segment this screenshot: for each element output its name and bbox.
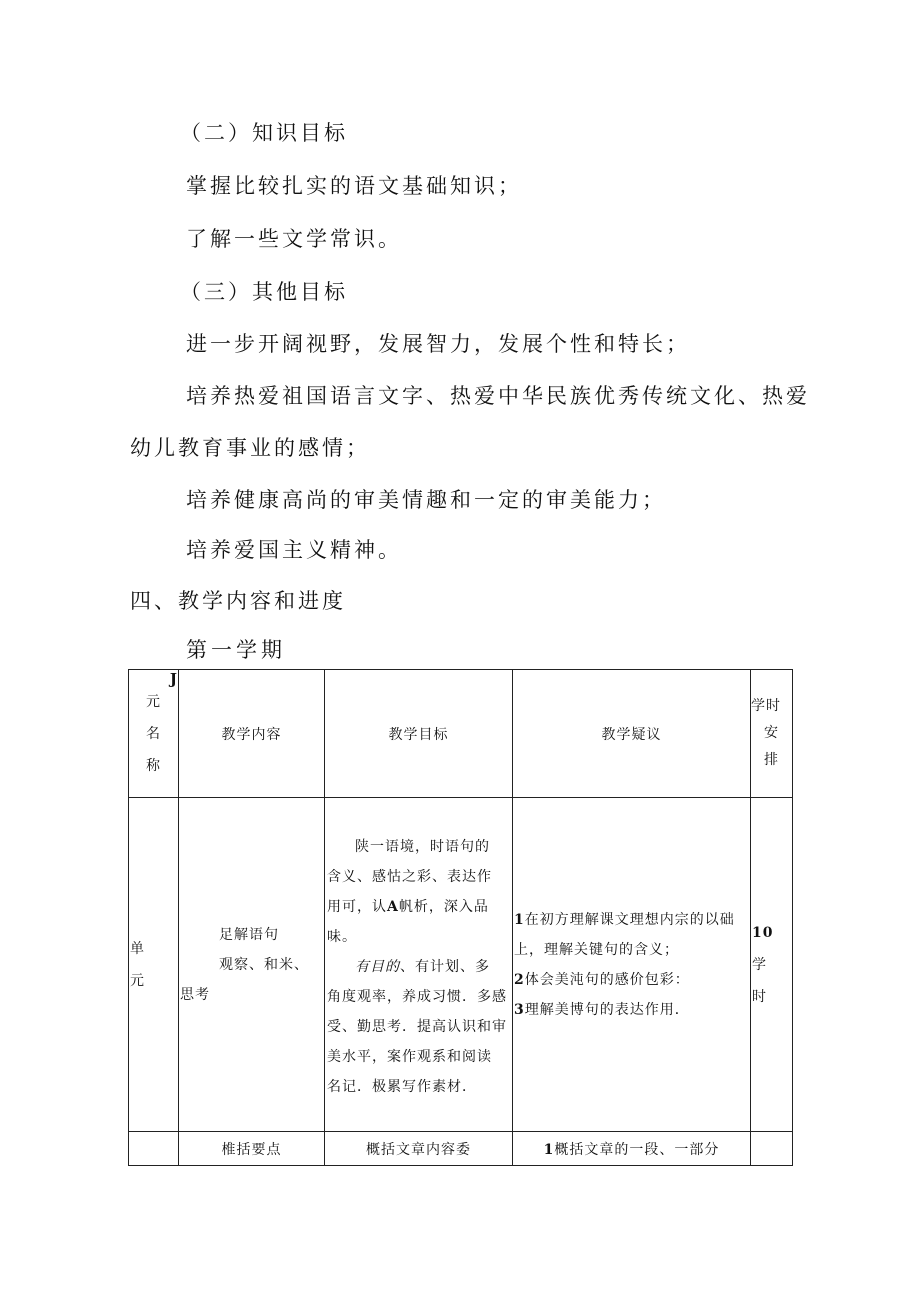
table-header-row [129,670,793,798]
body-line-9: 培养爱国主义精神。 [186,538,402,562]
suggestion-text: 体会美沌句的感价包彩： [524,971,690,988]
unit-mark: J [169,670,178,688]
content-cell: 椎括要点 [179,1132,325,1166]
goal-italic-text: 有目的 [355,958,400,975]
section-heading: 四、教学内容和进度 [130,589,346,613]
hours-header-char: 排 [764,752,779,768]
hours-number: 10 [752,924,774,941]
goal-text: 、有计划、多 [400,958,490,975]
body-line-5: 进一步开阔视野，发展智力，发展个性和特长； [186,332,690,356]
unit-cell [129,798,179,1132]
hours-header-char: 安 [764,725,779,741]
suggestion-cell [513,1132,751,1166]
hours-cell [751,798,793,1132]
body-line-2: 掌握比较扎实的语文基础知识； [186,174,522,198]
suggestion-text: 理解美博句的表达作用． [524,1001,690,1018]
content-line: 足解语句 [219,926,279,943]
unit-header-char: 名 [146,725,161,742]
goal-text: 帆析，深入品 [398,898,489,915]
suggestion-line [514,965,750,995]
content-header: 教学内容 [179,670,325,798]
goal-cell: 概括文章内容委 [325,1132,513,1166]
goal-line: 角度观率，养成习惯．多感 [327,988,507,1005]
hours-char: 时 [752,988,767,1005]
unit-name-header [129,670,179,798]
schedule-table [128,669,793,1166]
suggestion-number: 1 [514,911,525,928]
goal-text: 用可，认 [327,898,387,915]
goal-line: 陕一语境，时语句的 [355,838,490,855]
goal-line: 含义、感怙之彩、表达作 [327,868,492,885]
suggestion-cell [513,798,751,1132]
body-line-8: 培养健康高尚的审美情趣和一定的审美能力； [186,488,666,512]
unit-header-char: 元 [146,693,161,710]
table-row [129,1132,793,1166]
hours-cell [751,1132,793,1166]
goal-line: 受、勤思考．提高认识和审 [327,1018,507,1035]
suggestion-number: 2 [514,971,525,988]
content-line: 观察、和米、 [219,956,309,973]
suggestion-line [514,995,750,1025]
goal-bold-char: A [387,898,399,915]
content-line: 思考 [180,986,210,1003]
term-caption: 第一学期 [186,638,286,662]
suggestion-text: 概括文章的一段、一部分 [554,1141,720,1158]
body-line-6: 培养热爱祖国语言文字、热爱中华民族优秀传统文化、热爱 [186,384,810,408]
body-line-3: 了解一些文学常识。 [186,227,402,251]
content-cell [179,798,325,1132]
body-line-1: （二）知识目标 [180,121,348,145]
body-line-4: （三）其他目标 [180,280,348,304]
goal-line [327,892,512,922]
goal-header: 教学目标 [325,670,513,798]
table-row [129,798,793,1132]
goal-line: 味。 [327,928,357,945]
unit-char: 单 [130,940,145,957]
hours-char: 学 [752,956,767,973]
suggestion-text: 在初方理解课文理想内宗的以础 [524,911,735,928]
suggestion-number: 3 [514,1001,525,1018]
suggestion-header: 教学疑议 [513,670,751,798]
hours-header [751,670,793,798]
unit-char: 元 [130,972,145,989]
goal-line [327,952,512,982]
goal-cell [325,798,513,1132]
body-line-7: 幼儿教育事业的感情； [130,436,370,460]
hours-header-char: 学时 [751,698,781,714]
goal-line: 名记．极累写作素材． [327,1078,477,1095]
unit-cell [129,1132,179,1166]
suggestion-line [514,905,750,935]
suggestion-line: 上，理解关键句的含义； [514,941,679,958]
goal-line: 美水平，案作观系和阅读 [327,1048,492,1065]
suggestion-number: 1 [543,1141,555,1158]
unit-header-char: 称 [146,757,161,774]
